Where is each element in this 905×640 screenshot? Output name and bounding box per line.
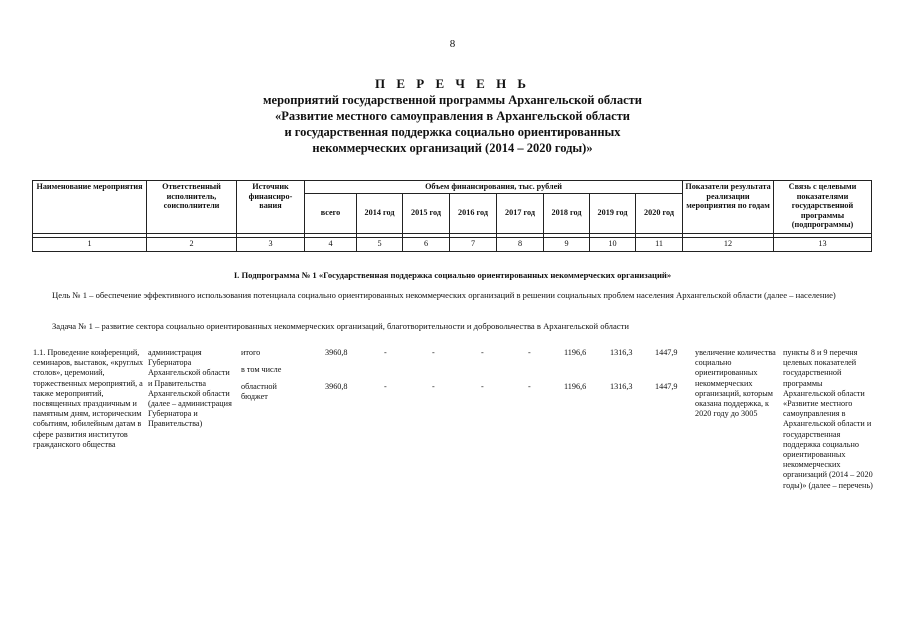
total-value: - xyxy=(528,348,531,357)
header-year: 2016 год xyxy=(450,193,497,233)
total-value: 3960,8 xyxy=(325,348,348,357)
header-year: 2014 год xyxy=(357,193,403,233)
column-number: 2 xyxy=(147,237,237,251)
column-number: 12 xyxy=(683,237,774,251)
column-number: 9 xyxy=(544,237,590,251)
header-year: 2018 год xyxy=(544,193,590,233)
column-number: 1 xyxy=(33,237,147,251)
total-value: 1196,6 xyxy=(564,348,587,357)
title-line-2: «Развитие местного самоуправления в Архангельской области xyxy=(275,109,630,123)
total-value: - xyxy=(481,348,484,357)
column-number: 10 xyxy=(590,237,636,251)
regional-value: - xyxy=(384,382,387,391)
header-name: Наименование мероприятия xyxy=(33,181,147,234)
column-number: 11 xyxy=(636,237,683,251)
header-executor: Ответственный исполнитель, соисполнители xyxy=(147,181,237,234)
header-year: всего xyxy=(305,193,357,233)
column-number: 7 xyxy=(450,237,497,251)
column-number: 13 xyxy=(774,237,872,251)
header-year: 2015 год xyxy=(403,193,450,233)
header-source: Источник финансиро-вания xyxy=(237,181,305,234)
total-value: 1447,9 xyxy=(655,348,678,357)
source-regional: областной бюджет xyxy=(241,382,277,402)
measures-table-header xyxy=(32,180,872,252)
total-value: - xyxy=(384,348,387,357)
title-line-1: мероприятий государственной программы Архангельской области xyxy=(263,93,642,107)
header-year: 2020 год xyxy=(636,193,683,233)
page-number: 8 xyxy=(449,38,456,50)
column-number: 8 xyxy=(497,237,544,251)
measure-link: пункты 8 и 9 перечня целевых показателей государственной программы Архангельской области «Развитие местного самоуправления в Архангельской области и государственная поддержка социально ориентированных некоммерческих организаций (2014 – 2020 годы)» (далее – перечень) xyxy=(783,348,873,490)
task-text: Задача № 1 – развитие сектора социально ориентированных некоммерческих организаций, благотворительности и добровольчества в Архангельской области xyxy=(52,321,629,331)
regional-value: 1196,6 xyxy=(564,382,587,391)
source-including: в том числе xyxy=(241,365,282,374)
column-number: 4 xyxy=(305,237,357,251)
header-indicators: Показатели результата реализации мероприятия по годам xyxy=(683,181,774,234)
measure-executor: администрация Губернатора Архангельской области и Правительства Архангельской области (далее – администрация Губернатора и Правительства) xyxy=(148,348,232,429)
source-total: итого xyxy=(241,348,261,357)
document-title xyxy=(0,76,905,156)
regional-value: - xyxy=(432,382,435,391)
header-year: 2019 год xyxy=(590,193,636,233)
title-main: П Е Р Е Ч Е Н Ь xyxy=(374,76,531,91)
title-line-4: некоммерческих организаций (2014 – 2020 годы)» xyxy=(312,141,593,155)
header-funding: Объем финансирования, тыс. рублей xyxy=(305,181,683,194)
total-value: - xyxy=(432,348,435,357)
regional-value: - xyxy=(528,382,531,391)
section-title: I. Подпрограмма № 1 «Государственная поддержка социально ориентированных некоммерческих организаций» xyxy=(233,270,672,280)
column-number: 3 xyxy=(237,237,305,251)
regional-value: 3960,8 xyxy=(325,382,348,391)
regional-value: 1447,9 xyxy=(655,382,678,391)
regional-value: - xyxy=(481,382,484,391)
regional-value: 1316,3 xyxy=(610,382,633,391)
title-line-3: и государственная поддержка социально ориентированных xyxy=(284,125,621,139)
header-link: Связь с целевыми показателями государственной программы (подпрограммы) xyxy=(774,181,872,234)
total-value: 1316,3 xyxy=(610,348,633,357)
column-number: 5 xyxy=(357,237,403,251)
goal-text: Цель № 1 – обеспечение эффективного использования потенциала социально ориентированных некоммерческих организаций в решении социальных проблем населения Архангельской области (далее – население) xyxy=(52,290,836,300)
measure-name: 1.1. Проведение конференций, семинаров, выставок, «круглых столов», церемоний, торжественных мероприятий, а также мероприятий, посвященных праздничным и памятным дням, историческим событиям, юбилейным датам в сфере развития институтов гражданского общества xyxy=(33,348,144,449)
column-number: 6 xyxy=(403,237,450,251)
measure-indicator: увеличение количества социально ориентированных некоммерческих организаций, которым оказана поддержка, к 2020 году до 3005 xyxy=(695,348,776,419)
header-year: 2017 год xyxy=(497,193,544,233)
